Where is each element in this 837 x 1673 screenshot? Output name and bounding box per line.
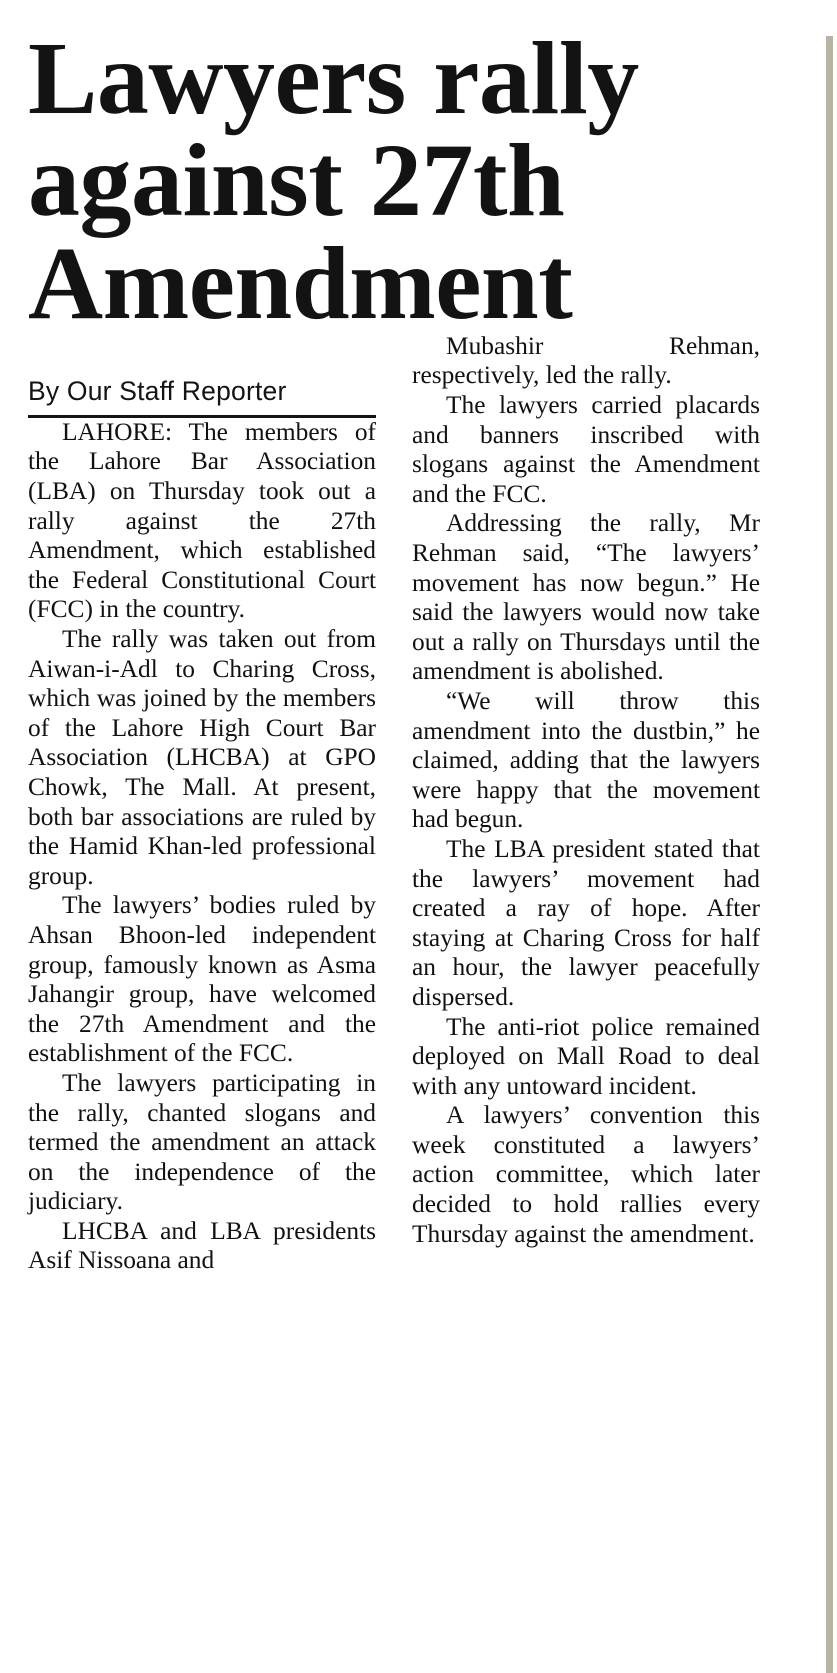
article-content bbox=[28, 21, 780, 1276]
paragraph: The LBA president stated that the lawyers’ movement had created a ray of hope. After staying at Charing Cross for half an hour, the lawyer peacefully dispersed. bbox=[412, 834, 760, 1011]
paragraph: The lawyers’ bodies ruled by Ahsan Bhoon-led independent group, famously known as Asma Jahangir group, have welcomed the 27th Amendment and the establishment of the FCC. bbox=[28, 891, 376, 1068]
paragraph: A lawyers’ convention this week constituted a lawyers’ action committee, which later decided to hold rallies every Thursday against the amendment. bbox=[412, 1101, 760, 1248]
paragraph: The lawyers participating in the rally, chanted slogans and termed the amendment an attack on the independence of the judiciary. bbox=[28, 1068, 376, 1216]
byline: By Our Staff Reporter bbox=[28, 376, 287, 407]
byline-block bbox=[28, 377, 376, 418]
page-title: Lawyers rally against 27th Amendment bbox=[28, 21, 639, 341]
paragraph: “We will throw this amendment into the dustbin,” he claimed, adding that the lawyers were happy that the movement had begun. bbox=[412, 686, 760, 834]
paragraph: LHCBA and LBA presidents Asif Nissoana and bbox=[28, 1216, 376, 1275]
article-column-2 bbox=[412, 332, 760, 1249]
paragraph: LAHORE: The members of the Lahore Bar Association (LBA) on Thursday took out a rally against the 27th Amendment, which established the Federal Constitutional Court (FCC) in the country. bbox=[28, 417, 376, 624]
column-1-body bbox=[28, 418, 376, 1276]
paragraph: Mubashir Rehman, respectively, led the rally. bbox=[412, 331, 760, 390]
page-edge-strip bbox=[826, 36, 833, 1673]
paragraph: The rally was taken out from Aiwan-i-Adl to Charing Cross, which was joined by the members of the Lahore High Court Bar Association (LHCBA) at GPO Chowk, The Mall. At present, both bar associations are ruled by the Hamid Khan-led professional group. bbox=[28, 625, 376, 890]
column-2-body bbox=[412, 332, 760, 1249]
paragraph: Addressing the rally, Mr Rehman said, “The lawyers’ movement has now begun.” He said the lawyers would now take out a rally on Thursdays until the amendment is abolished. bbox=[412, 509, 760, 686]
paragraph: The lawyers carried placards and banners inscribed with slogans against the Amendment and the FCC. bbox=[412, 391, 760, 508]
paragraph: The anti-riot police remained deployed on Mall Road to deal with any untoward incident. bbox=[412, 1012, 760, 1100]
article-column-1 bbox=[28, 418, 376, 1276]
